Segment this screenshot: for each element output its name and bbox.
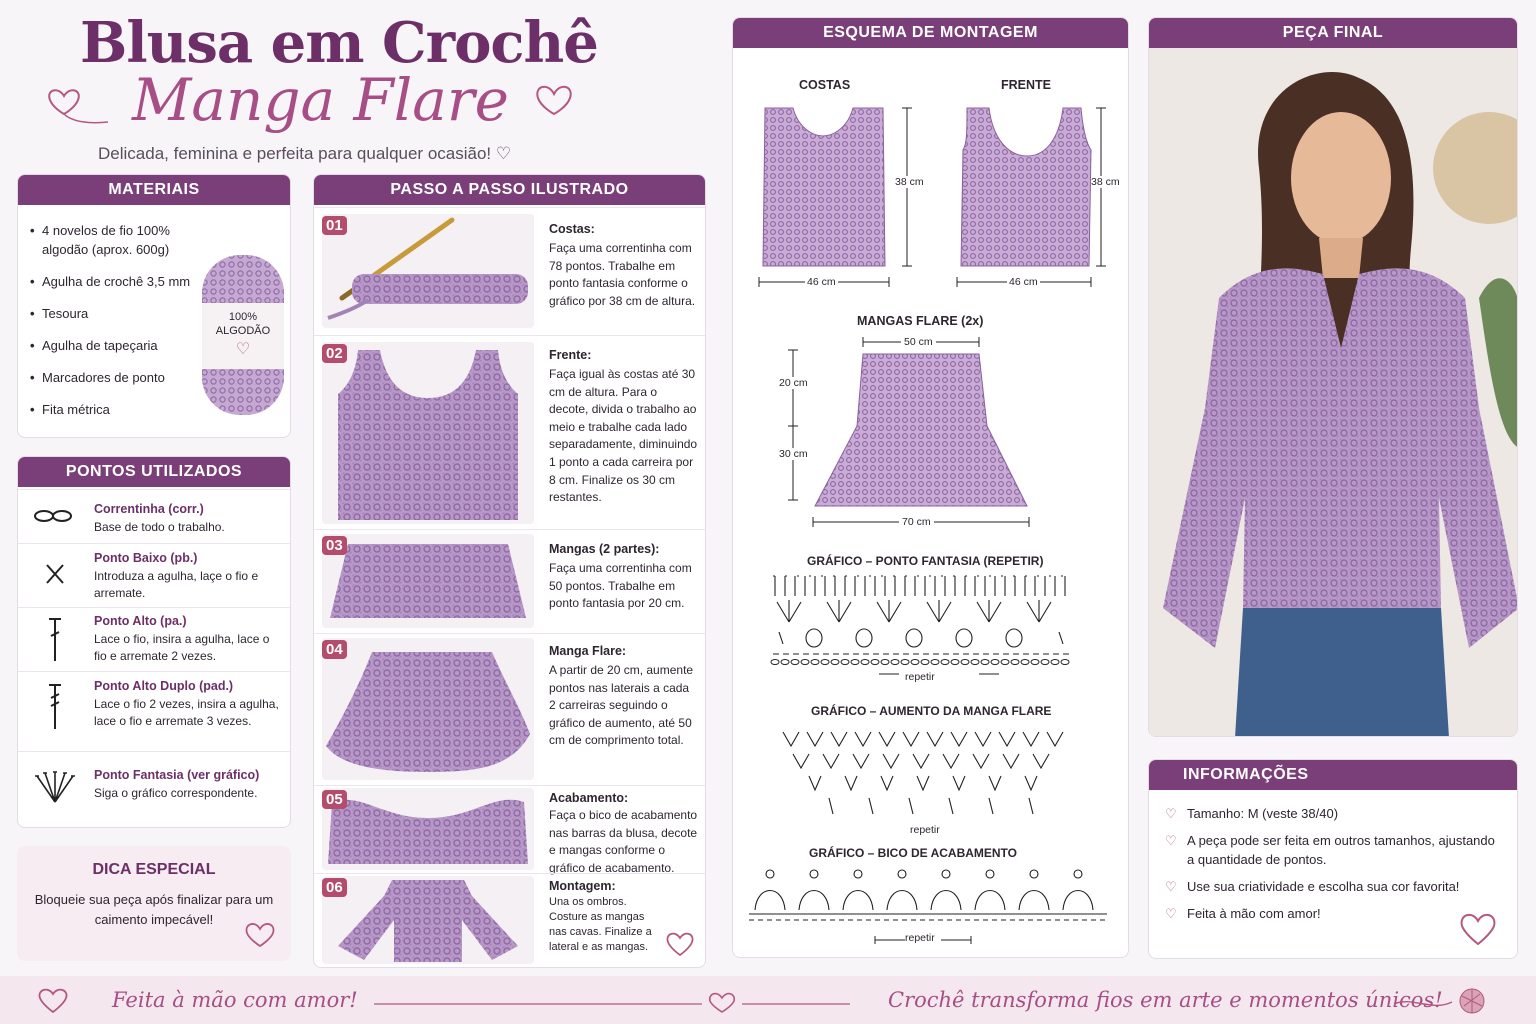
model-photo <box>1149 48 1518 737</box>
footer <box>0 976 1536 1024</box>
stitch-row <box>18 543 291 607</box>
list-item <box>1165 904 1505 923</box>
tip-box <box>17 846 291 961</box>
heart-icon <box>1457 910 1499 950</box>
step-image-front <box>322 342 534 524</box>
front-label: FRENTE <box>1001 78 1051 92</box>
final-piece-panel <box>1148 17 1518 737</box>
step-title: Montagem: <box>549 879 616 893</box>
heart-icon: ♡ <box>235 341 251 358</box>
sleeve-upper-label: 20 cm <box>779 377 808 389</box>
step-title: Mangas (2 partes): <box>549 542 660 556</box>
fan-stitch-chart <box>769 574 1079 678</box>
list-item: • Tesoura <box>30 304 210 323</box>
yarn-label-percent: 100% <box>228 311 258 323</box>
back-width-label: 46 cm <box>807 276 836 288</box>
back-front-diagram <box>753 100 1123 290</box>
sleeve-bottom-label: 70 cm <box>899 516 934 528</box>
step-number: 05 <box>322 790 347 809</box>
yarn-ball-image <box>200 251 286 419</box>
back-height-label: 38 cm <box>895 176 924 188</box>
page-title: Blusa em Crochê <box>80 10 598 76</box>
stitch-desc: Siga o gráfico correspondente. <box>94 786 258 800</box>
stitch-desc: Base de todo o trabalho. <box>94 520 225 534</box>
info-text: Feita à mão com amor! <box>1187 906 1321 921</box>
stitch-row <box>18 607 291 671</box>
sleeves-label: MANGAS FLARE (2x) <box>857 314 984 328</box>
list-item <box>1165 877 1505 896</box>
stitch-desc: Lace o fio, insira a agulha, lace o fio e arremate 2 vezes. <box>94 632 270 663</box>
sleeve-top-label: 50 cm <box>901 336 936 348</box>
heart-icon: ♡ <box>1165 906 1177 921</box>
steps-panel <box>313 174 706 968</box>
stitch-row <box>18 751 291 828</box>
step-number: 06 <box>322 878 347 897</box>
chart1-repeat-label: repetir <box>905 671 935 683</box>
step-item <box>314 529 706 633</box>
step-number: 02 <box>322 344 347 363</box>
fan-stitch-icon <box>32 770 78 809</box>
stitch-name: Ponto Baixo (pb.) <box>94 551 198 565</box>
info-text: A peça pode ser feita em outros tamanhos, ajustando a quantidade de pontos. <box>1187 833 1495 867</box>
step-title: Frente: <box>549 348 592 362</box>
sleeve-lower-label: 30 cm <box>779 448 808 460</box>
front-width-label: 46 cm <box>1009 276 1038 288</box>
footer-right-text: Crochê transforma fios em arte e momentos únicos! <box>888 988 1443 1012</box>
info-list <box>1165 804 1505 931</box>
heart-icon: ♡ <box>1165 879 1177 894</box>
heart-swirl-left-icon <box>44 84 110 128</box>
step-title: Costas: <box>549 222 595 236</box>
step-title: Manga Flare: <box>549 644 627 658</box>
chart2-title: GRÁFICO – AUMENTO DA MANGA FLARE <box>811 704 1052 718</box>
final-heading: PEÇA FINAL <box>1149 18 1517 48</box>
list-item: • Marcadores de ponto <box>30 368 210 387</box>
step-image-chain <box>322 214 534 328</box>
sleeve-diagram <box>773 336 1093 532</box>
stitches-panel <box>17 456 291 828</box>
stitch-desc: Lace o fio 2 vezes, insira a agulha, lace o fio e arremate 3 vezes. <box>94 697 279 728</box>
list-item <box>1165 804 1505 823</box>
step-text: A partir de 20 cm, aumente pontos nas laterais a cada 2 carreiras seguindo o gráfico de aumento, até 50 cm de comprimento total. <box>549 663 694 748</box>
step-item <box>314 335 706 529</box>
yarn-ball-icon <box>1392 986 1502 1016</box>
subtitle: Delicada, feminina e perfeita para qualquer ocasião! ♡ <box>98 144 512 163</box>
step-image-flare <box>322 638 534 780</box>
step-number: 04 <box>322 640 347 659</box>
step-number: 01 <box>322 216 347 235</box>
step-item <box>314 207 706 335</box>
stitch-desc: Introduza a agulha, laçe o fio e arremate. <box>94 569 259 600</box>
front-height-label: 38 cm <box>1091 176 1120 188</box>
tip-text: Bloqueie sua peça após finalizar para um caimento impecável! <box>34 892 274 927</box>
footer-divider-heart <box>372 990 852 1014</box>
list-item: • Fita métrica <box>30 400 210 419</box>
list-item: • Agulha de crochê 3,5 mm <box>30 272 210 291</box>
scheme-panel <box>732 17 1129 958</box>
step-image-sleeve <box>322 534 534 628</box>
info-text: Use sua criatividade e escolha sua cor favorita! <box>1187 879 1460 894</box>
stitch-name: Ponto Alto Duplo (pad.) <box>94 679 234 693</box>
yarn-label-cotton: ALGODÃO <box>215 325 271 337</box>
step-image-edging <box>322 788 534 870</box>
info-text: Tamanho: M (veste 38/40) <box>1187 806 1339 821</box>
step-image-assembly <box>322 876 534 964</box>
chart2-repeat-label: repetir <box>910 824 940 836</box>
step-item <box>314 785 706 873</box>
stitch-row <box>18 671 291 751</box>
list-item: • 4 novelos de fio 100% algodão (aprox. 600g) <box>30 221 210 259</box>
step-item <box>314 633 706 785</box>
edging-chart <box>743 864 1113 928</box>
double-crochet-icon <box>32 616 78 669</box>
heart-icon: ♡ <box>1165 806 1177 821</box>
step-number: 03 <box>322 536 347 555</box>
list-item <box>1165 831 1505 869</box>
heart-icon <box>664 930 696 960</box>
stitch-name: Correntinha (corr.) <box>94 502 204 516</box>
step-text: Faça o bico de acabamento nas barras da blusa, decote e mangas conforme o gráfico de acabamento. <box>549 808 698 875</box>
heart-icon: ♡ <box>1165 833 1177 848</box>
page-title-script: Manga Flare <box>132 66 509 134</box>
stitch-name: Ponto Fantasia (ver gráfico) <box>94 768 260 782</box>
info-heading: INFORMAÇÕES <box>1149 760 1517 790</box>
flare-increase-chart <box>779 724 1079 828</box>
step-title: Acabamento: <box>549 791 629 805</box>
single-crochet-icon <box>32 562 78 591</box>
step-item <box>314 873 706 968</box>
back-label: COSTAS <box>799 78 851 92</box>
heart-icon <box>36 986 70 1016</box>
chart3-repeat-label: repetir <box>905 932 935 944</box>
info-panel <box>1148 759 1518 959</box>
step-text: Faça uma correntinha com 78 pontos. Trabalhe em ponto fantasia conforme o gráfico por 38 cm de altura. <box>549 241 696 308</box>
stitch-row <box>18 489 291 543</box>
heart-swirl-right-icon <box>530 80 580 128</box>
tip-title: DICA ESPECIAL <box>92 861 216 878</box>
steps-heading: PASSO A PASSO ILUSTRADO <box>314 175 705 205</box>
chart1-title: GRÁFICO – PONTO FANTASIA (REPETIR) <box>807 554 1044 568</box>
step-text: Faça igual às costas até 30 cm de altura. Para o decote, divida o trabalho ao meio e trabalhe cada lado separadamente, diminuindo 1 ponto a cada carreira por 8 cm. Finalize os 30 cm restantes. <box>549 367 698 505</box>
step-text: Una os ombros. Costure as mangas nas cavas. Finalize a lateral e as mangas. <box>549 896 652 953</box>
scheme-heading: ESQUEMA DE MONTAGEM <box>733 18 1128 48</box>
chain-stitch-icon <box>32 504 78 533</box>
footer-left-text: Feita à mão com amor! <box>112 988 358 1012</box>
chart3-title: GRÁFICO – BICO DE ACABAMENTO <box>809 846 1018 860</box>
list-item: • Agulha de tapeçaria <box>30 336 210 355</box>
stitches-heading: PONTOS UTILIZADOS <box>18 457 290 487</box>
treble-crochet-icon <box>32 682 78 737</box>
heart-icon <box>243 920 277 950</box>
step-text: Faça uma correntinha com 50 pontos. Trabalhe em ponto fantasia por 20 cm. <box>549 561 692 611</box>
materials-panel <box>17 174 291 438</box>
materials-heading: MATERIAIS <box>18 175 290 205</box>
stitch-name: Ponto Alto (pa.) <box>94 614 187 628</box>
